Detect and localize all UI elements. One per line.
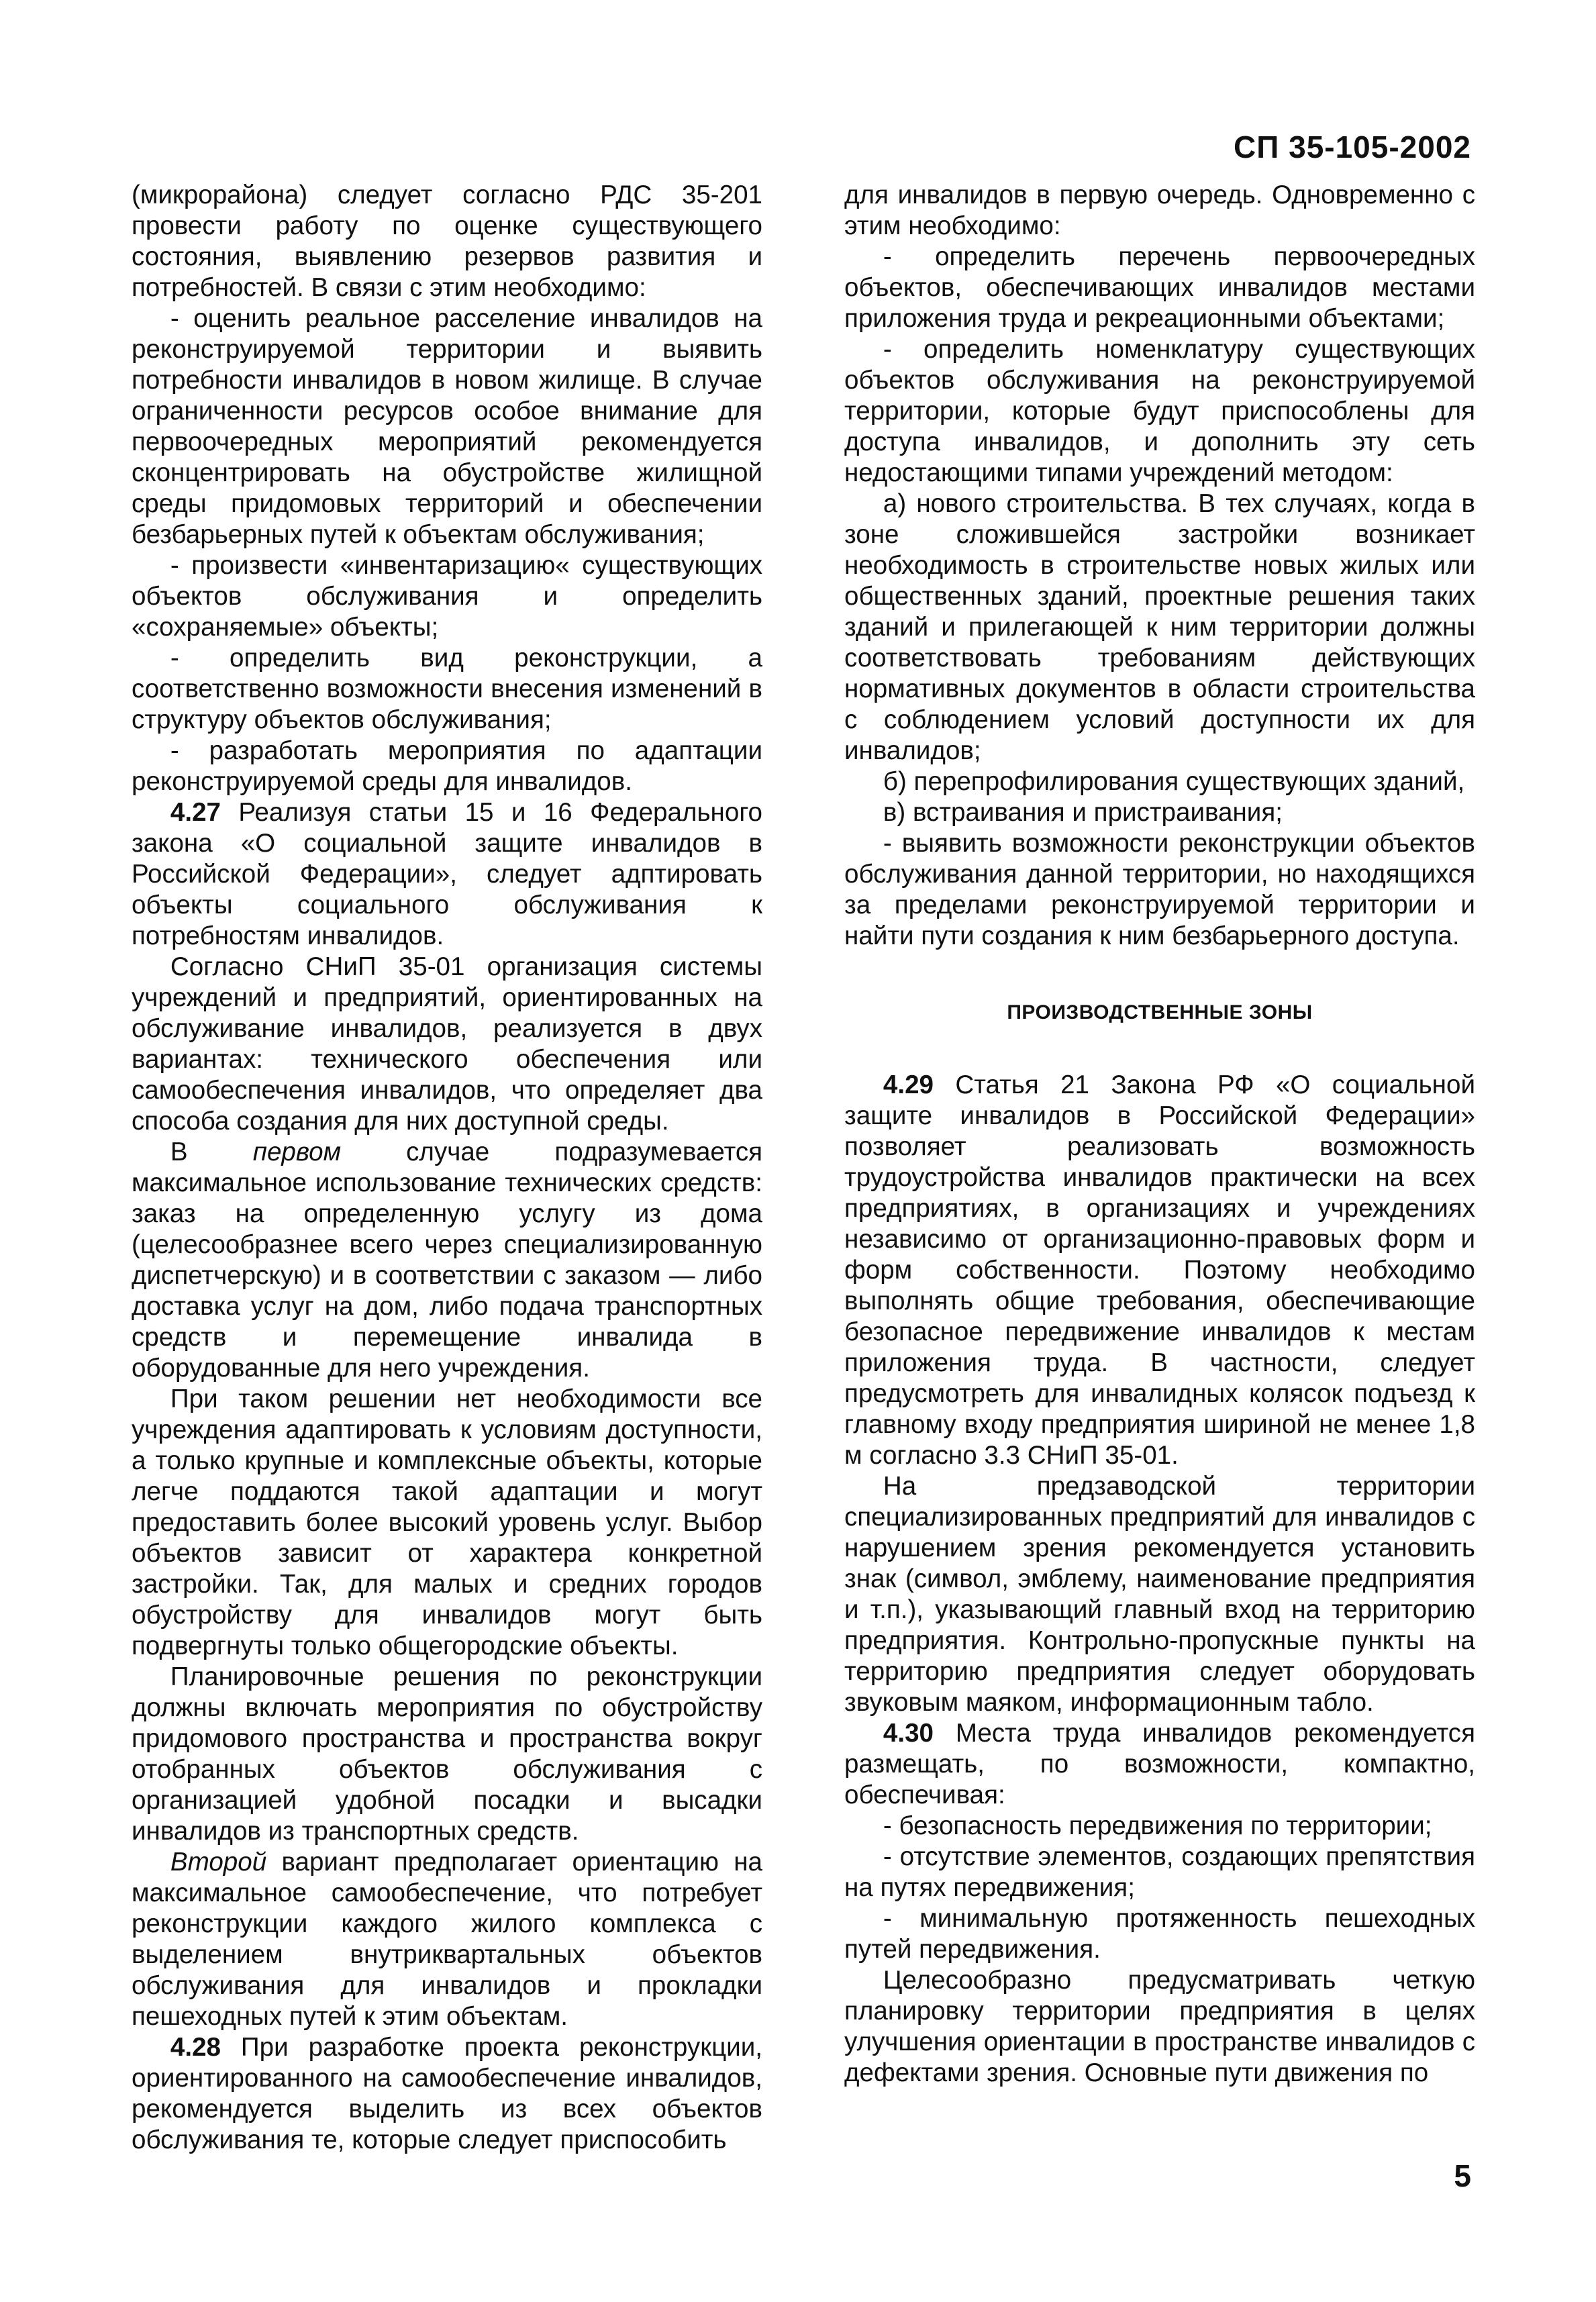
paragraph: для инвалидов в первую очередь. Одновременно с этим необходимо: <box>844 181 1475 240</box>
list-item: - определить номенклатуру существующих объектов обслуживания на реконструируемой территории, которые будут приспособлены для доступа инвалидов, и дополнить эту сеть недостающими типами учреждений методом: <box>844 335 1475 487</box>
page-number: 5 <box>1454 2158 1471 2193</box>
list-item: - оценить реальное расселение инвалидов на реконструируемой территории и выявить потребности инвалидов в новом жилище. В случае ограниченности ресурсов особое внимание для первоочередных мероприятий рекомендуется сконцентрировать на обустройстве жилищной среды придомовых территорий и обеспечении безбарьерных путей к объектам обслуживания; <box>132 304 762 549</box>
list-item: а) нового строительства. В тех случаях, когда в зоне сложившейся застройки возникает необходимость в строительстве новых жилых или общественных зданий, проектные решения таких зданий и прилегающей к ним территории должны соответствовать требованиям действующих нормативных документов в области строительства с соблюдением условий доступности их для инвалидов; <box>844 489 1475 765</box>
paragraph <box>132 1847 762 2032</box>
list-item: - произвести «инвентаризацию« существующих объектов обслуживания и определить «сохраняемые» объекты; <box>132 551 762 642</box>
list-item: - безопасность передвижения по территории; <box>883 1811 1432 1840</box>
clause-number: 4.27 <box>170 798 221 827</box>
document-code-header: СП 35-105-2002 <box>1234 130 1471 164</box>
list-item: б) перепрофилирования существующих зданий, <box>883 767 1465 796</box>
list-item: - определить вид реконструкции, а соответственно возможности внесения изменений в структуру объектов обслуживания; <box>132 644 762 734</box>
text-fragment: случае подразумевается максимальное использование технических средств: заказ на определенную услугу из дома (целесообразнее всего через специализированную диспетчерскую) и в соответствии с заказом — либо доставка услуг на дом, либо подача транспортных средств и перемещение инвалида в оборудованные для него учреждения. <box>132 1138 763 1383</box>
paragraph <box>132 1137 762 1384</box>
paragraph: Согласно СНиП 35-01 организация системы учреждений и предприятий, ориентированных на обслуживание инвалидов, реализуется в двух вариантах: технического обеспечения или самообеспечения инвалидов, что определяет два способа создания для них доступной среды. <box>132 952 762 1136</box>
paragraph: Планировочные решения по реконструкции должны включать мероприятия по обустройству придомового пространства и пространства вокруг отобранных объектов обслуживания с организацией удобной посадки и высадки инвалидов из транспортных средств. <box>132 1662 762 1846</box>
clause-text: Места труда инвалидов рекомендуется размещать, по возможности, компактно, обеспечивая: <box>844 1719 1475 1809</box>
clause-number: 4.29 <box>883 1070 934 1099</box>
clause-number: 4.28 <box>170 2033 221 2062</box>
clause-text: Реализуя статьи 15 и 16 Федерального закона «О социальной защите инвалидов в Российской Федерации», следует адптировать объекты социального обслуживания к потребностям инвалидов. <box>132 798 762 950</box>
clause-4-28 <box>132 2032 762 2156</box>
paragraph: На предзаводской территории специализированных предприятий для инвалидов с нарушением зрения рекомендуется установить знак (символ, эмблему, наименование предприятия и т.п.), указывающий главный вход на территорию предприятия. Контрольно-пропускные пункты на территорию предприятия следует оборудовать звуковым маяком, информационным табло. <box>844 1472 1475 1717</box>
text-fragment: В <box>170 1138 253 1166</box>
right-column <box>844 180 1475 2089</box>
list-item: - отсутствие элементов, создающих препятствия на путях передвижения; <box>844 1842 1475 1902</box>
list-item: - определить перечень первоочередных объектов, обеспечивающих инвалидов местами приложения труда и рекреационными объектами; <box>844 242 1475 333</box>
paragraph: Целесообразно предусматривать четкую планировку территории предприятия в целях улучшения ориентации в пространстве инвалидов с дефектами зрения. Основные пути движения по <box>844 1966 1475 2087</box>
text-fragment: вариант предполагает ориентацию на максимальное самообеспечение, что потребует реконструкции каждого жилого комплекса с выделением внутриквартальных объектов обслуживания для инвалидов и прокладки пешеходных путей к этим объектам. <box>132 1848 762 2031</box>
clause-text: При разработке проекта реконструкции, ориентированного на самообеспечение инвалидов, рекомендуется выделить из всех объектов обслуживания те, которые следует приспособить <box>132 2033 762 2154</box>
section-heading: ПРОИЗВОДСТВЕННЫЕ ЗОНЫ <box>1007 1001 1313 1023</box>
clause-4-30 <box>844 1718 1475 1811</box>
clause-text: Статья 21 Закона РФ «О социальной защите инвалидов в Российской Федерации» позволяет реализовать возможность трудоустройства инвалидов практически на всех предприятиях, в организациях и учреждениях независимо от организационно-правовых форм и форм собственности. Поэтому необходимо выполнять общие требования, обеспечивающие безопасное передвижение инвалидов к местам приложения труда. В частности, следует предусмотреть для инвалидных колясок подъезд к главному входу предприятия шириной не менее 1,8 м согласно 3.3 СНиП 35-01. <box>844 1070 1475 1470</box>
emphasis-text: первом <box>252 1138 342 1166</box>
list-item: - минимальную протяженность пешеходных путей передвижения. <box>844 1904 1475 1964</box>
paragraph: (микрорайона) следует согласно РДС 35-201 провести работу по оценке существующего состояния, выявлению резервов развития и потребностей. В связи с этим необходимо: <box>132 181 762 302</box>
emphasis-text: Второй <box>170 1848 267 1876</box>
clause-4-29 <box>844 1070 1475 1471</box>
list-item: - выявить возможности реконструкции объектов обслуживания данной территории, но находящихся за пределами реконструируемой территории и найти пути создания к ним безбарьерного доступа. <box>844 829 1475 950</box>
list-item: в) встраивания и пристраивания; <box>883 798 1283 827</box>
clause-4-27 <box>132 797 762 952</box>
left-column <box>132 180 762 2156</box>
paragraph: При таком решении нет необходимости все учреждения адаптировать к условиям доступности, а только крупные и комплексные объекты, которые легче поддаются такой адаптации и могут предоставить более высокий уровень услуг. Выбор объектов зависит от характера конкретной застройки. Так, для малых и средних городов обустройству для инвалидов могут быть подвергнуты только общегородские объекты. <box>132 1385 762 1660</box>
clause-number: 4.30 <box>883 1719 934 1748</box>
list-item: - разработать мероприятия по адаптации реконструируемой среды для инвалидов. <box>132 736 762 796</box>
